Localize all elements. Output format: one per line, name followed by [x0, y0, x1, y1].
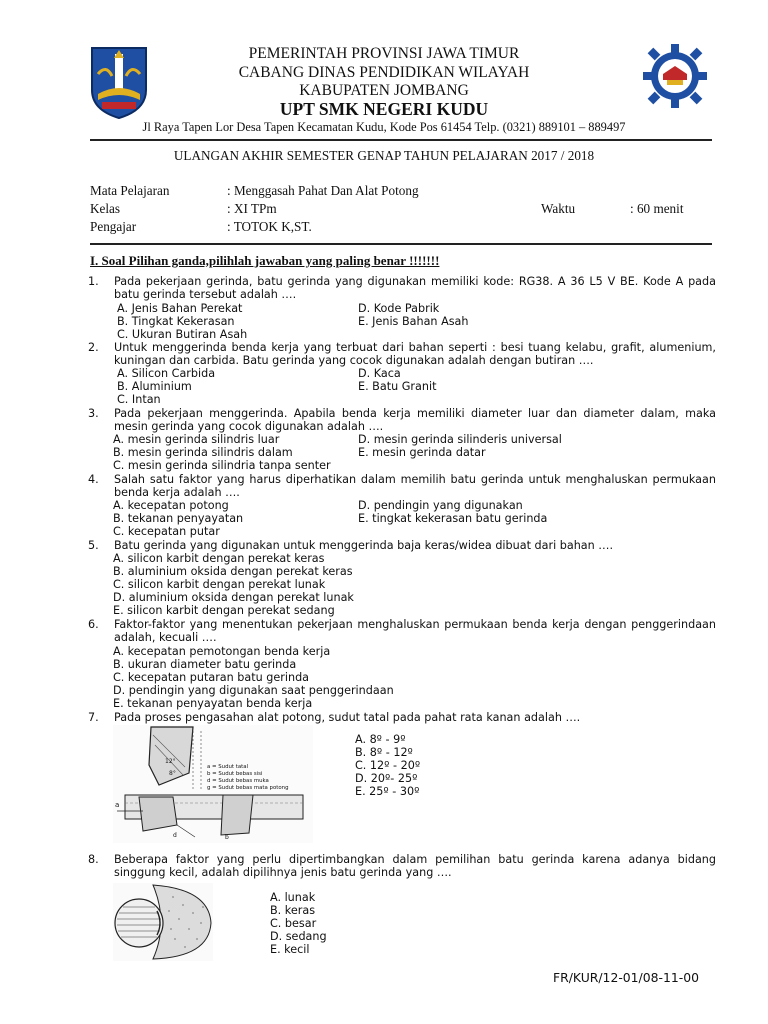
header-line-regency: KABUPATEN JOMBANG	[299, 82, 469, 99]
option-a: A. 8º - 9º	[355, 733, 406, 746]
option-a: A. Jenis Bahan Perekat	[117, 302, 243, 315]
option-d: D. pendingin yang digunakan saat penggerindaan	[113, 684, 394, 697]
option-d: D. mesin gerinda silinderis universal	[358, 433, 562, 446]
cutting-tool-angle-diagram	[113, 725, 313, 843]
subject-value: : Menggasah Pahat Dan Alat Potong	[227, 183, 419, 198]
option-b: B. Tingkat Kekerasan	[117, 315, 235, 328]
gear-emblem-icon	[643, 44, 707, 108]
option-c: C. mesin gerinda silindria tanpa senter	[113, 459, 331, 472]
question-number: 1.	[88, 275, 99, 288]
option-a: A. silicon karbit dengan perekat keras	[113, 552, 325, 565]
option-b: B. tekanan penyayatan	[113, 512, 244, 525]
option-b: B. mesin gerinda silindris dalam	[113, 446, 293, 459]
option-e: E. tekanan penyayatan benda kerja	[113, 697, 313, 710]
question-text: Faktor-faktor yang menentukan pekerjaan menghaluskan permukaan benda kerja dengan penggerindaan adalah, kecuali ….	[114, 618, 716, 644]
question-text: Beberapa faktor yang perlu dipertimbangkan dalam pemilihan batu gerinda karena adanya bidang singgung kecil, adalah dipilihnya jenis batu gerinda yang ….	[114, 853, 716, 879]
header-divider	[90, 139, 712, 141]
option-c: C. silicon karbit dengan perekat lunak	[113, 578, 326, 591]
header-school-name: UPT SMK NEGERI KUDU	[279, 99, 489, 119]
teacher-value: : TOTOK K,ST.	[227, 219, 312, 234]
option-e: E. Jenis Bahan Asah	[358, 315, 469, 328]
svg-text:12°: 12°	[165, 758, 176, 765]
option-d: D. Kaca	[358, 367, 401, 380]
option-b: B. keras	[270, 904, 316, 917]
option-e: E. kecil	[270, 943, 310, 956]
section-title: I. Soal Pilihan ganda,pilihlah jawaban yang paling benar !!!!!!!	[90, 253, 440, 268]
option-a: A. Silicon Carbida	[117, 367, 216, 380]
legend-b: b = Sudut bebas sisi	[207, 771, 263, 777]
legend-d: d = Sudut bebas muka	[207, 778, 269, 784]
question-number: 5.	[88, 539, 99, 552]
footer-document-code: FR/KUR/12-01/08-11-00	[553, 970, 699, 985]
option-d: D. pendingin yang digunakan	[358, 499, 523, 512]
class-label: Kelas	[90, 201, 121, 216]
option-c: C. 12º - 20º	[355, 759, 421, 772]
option-c: C. kecepatan putar	[113, 525, 220, 538]
class-value: : XI TPm	[227, 201, 277, 216]
question-number: 7.	[88, 711, 99, 724]
svg-text:b: b	[225, 834, 229, 841]
question-number: 8.	[88, 853, 99, 866]
option-d: D. Kode Pabrik	[358, 302, 440, 315]
option-b: B. Aluminium	[117, 380, 192, 393]
option-c: C. Ukuran Butiran Asah	[117, 328, 248, 341]
question-text: Batu gerinda yang digunakan untuk menggerinda baja keras/widea dibuat dari bahan ….	[114, 539, 614, 552]
option-d: D. 20º- 25º	[355, 772, 418, 785]
header-line-province: PEMERINTAH PROVINSI JAWA TIMUR	[248, 45, 520, 62]
svg-text:a: a	[115, 801, 120, 809]
option-b: B. 8º - 12º	[355, 746, 413, 759]
option-a: A. lunak	[270, 891, 316, 904]
question-number: 2.	[88, 341, 99, 354]
option-e: E. 25º - 30º	[355, 785, 420, 798]
svg-text:8°: 8°	[169, 770, 176, 777]
question-number: 4.	[88, 473, 99, 486]
question-text: Salah satu faktor yang harus diperhatikan dalam memilih batu gerinda untuk menghaluskan permukaan benda kerja adalah ….	[114, 473, 716, 499]
legend-a: a = Sudut tatal	[207, 764, 249, 770]
question-number: 6.	[88, 618, 99, 631]
header-line-branch: CABANG DINAS PENDIDIKAN WILAYAH	[238, 64, 530, 81]
grinding-wheel-figure-icon	[113, 883, 213, 961]
option-e: E. Batu Granit	[358, 380, 437, 393]
school-logo	[643, 44, 707, 108]
legend-g: g = Sudut bebas mata potong	[207, 785, 289, 791]
teacher-label: Pengajar	[90, 219, 137, 234]
option-b: B. aluminium oksida dengan perekat keras	[113, 565, 353, 578]
question-text: Untuk menggerinda benda kerja yang terbuat dari bahan seperti : besi tuang kelabu, grafit, alumenium, kuningan dan carbida. Batu gerinda yang cocok digunakan adalah dengan butiran ….	[114, 341, 716, 367]
option-e: E. mesin gerinda datar	[358, 446, 486, 459]
subject-label: Mata Pelajaran	[90, 183, 170, 198]
option-a: A. mesin gerinda silindris luar	[113, 433, 280, 446]
question-text: Pada pekerjaan gerinda, batu gerinda yang digunakan memiliki kode: RG38. A 36 L5 V BE. Kode A pada batu gerinda tersebut adalah ….	[114, 275, 716, 301]
option-c: C. besar	[270, 917, 317, 930]
exam-title: ULANGAN AKHIR SEMESTER GENAP TAHUN PELAJARAN 2017 / 2018	[173, 148, 595, 163]
option-c: C. Intan	[117, 393, 161, 406]
option-a: A. kecepatan pemotongan benda kerja	[113, 645, 331, 658]
meta-divider	[90, 243, 712, 245]
option-d: D. aluminium oksida dengan perekat lunak	[113, 591, 354, 604]
time-value: : 60 menit	[630, 201, 684, 216]
question-text: Pada proses pengasahan alat potong, sudut tatal pada pahat rata kanan adalah ….	[114, 711, 581, 724]
question-number: 3.	[88, 407, 99, 420]
question-text: Pada pekerjaan menggerinda. Apabila benda kerja memiliki diameter luar dan diameter dalam, maka mesin gerinda yang cocok digunakan adalah ….	[114, 407, 716, 433]
option-d: D. sedang	[270, 930, 327, 943]
time-label: Waktu	[541, 201, 576, 216]
option-e: E. silicon karbit dengan perekat sedang	[113, 604, 335, 617]
option-a: A. kecepatan potong	[113, 499, 229, 512]
header-address: Jl Raya Tapen Lor Desa Tapen Kecamatan Kudu, Kode Pos 61454 Telp. (0321) 889101 – 889497	[142, 120, 626, 134]
svg-text:d: d	[173, 832, 177, 839]
option-b: B. ukuran diameter batu gerinda	[113, 658, 297, 671]
tool-angle-figure-icon	[113, 725, 313, 843]
grinding-wheel-contact-diagram	[113, 883, 213, 961]
option-e: E. tingkat kekerasan batu gerinda	[358, 512, 548, 525]
option-c: C. kecepatan putaran batu gerinda	[113, 671, 310, 684]
